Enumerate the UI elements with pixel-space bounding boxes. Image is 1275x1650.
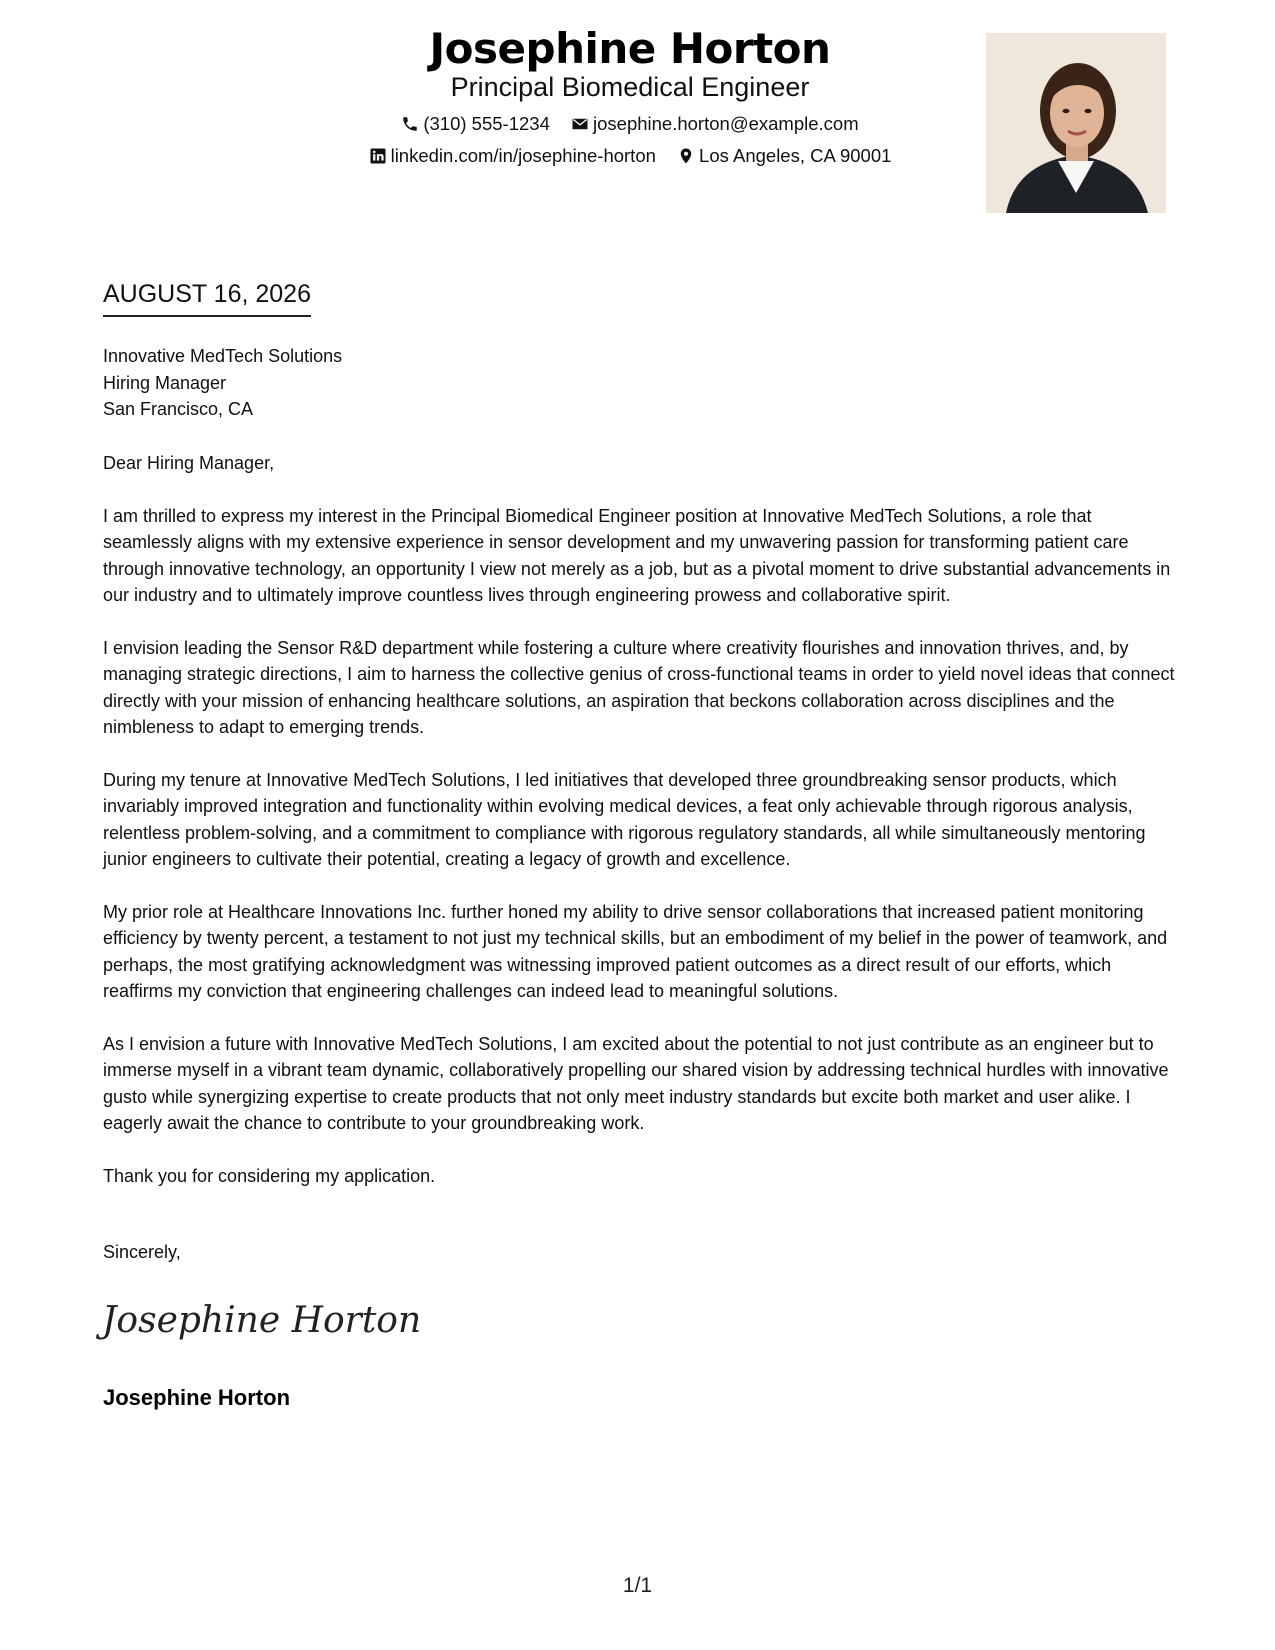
linkedin-icon xyxy=(369,147,387,165)
signed-name: Josephine Horton xyxy=(103,1385,291,1410)
phone-icon xyxy=(401,115,419,133)
page-number: 1/1 xyxy=(622,1574,653,1597)
salutation: Dear Hiring Manager, xyxy=(103,453,275,473)
email-text: josephine.horton@example.com xyxy=(593,113,859,134)
letter-body xyxy=(103,450,1178,1215)
recipient-block xyxy=(103,343,342,423)
applicant-name: Josephine Horton xyxy=(429,24,831,73)
applicant-title: Principal Biomedical Engineer xyxy=(450,72,810,102)
recipient-city: San Francisco, CA xyxy=(103,399,254,419)
recipient-role: Hiring Manager xyxy=(103,372,227,393)
contact-phone[interactable] xyxy=(401,113,550,135)
body-paragraph-4: My prior role at Healthcare Innovations Inc. further honed my ability to drive sensor collaborations that increased patient monitoring efficiency by twenty percent, a testament to not just my technical skills, but an embodiment of my belief in the power of teamwork, and perhaps, the most gratifying acknowledgment was witnessing improved patient outcomes as a direct result of our efforts, which reaffirms my conviction that engineering challenges can indeed lead to meaningful solutions. xyxy=(103,901,1168,1001)
phone-text: (310) 555-1234 xyxy=(423,113,550,134)
contact-location xyxy=(677,145,891,167)
envelope-icon xyxy=(571,115,589,133)
signature-text: Josephine Horton xyxy=(102,1300,422,1341)
letter-date: AUGUST 16, 2026 xyxy=(103,280,311,317)
contact-email[interactable] xyxy=(571,113,859,135)
location-text: Los Angeles, CA 90001 xyxy=(699,145,892,166)
contact-linkedin[interactable] xyxy=(369,145,656,167)
body-paragraph-2: I envision leading the Sensor R&D department while fostering a culture where creativity flourishes and innovation thrives, and, by managing strategic directions, I aim to harness the collective genius of cross-functional teams in order to yield novel ideas that connect directly with your mission of enhancing healthcare solutions, an aspiration that beckons collaboration across disciplines and the nimbleness to adapt to emerging trends. xyxy=(103,637,1175,737)
body-paragraph-1: I am thrilled to express my interest in the Principal Biomedical Engineer position at Innovative MedTech Solutions, a role that seamlessly aligns with my extensive experience in sensor development and my unwavering passion for transforming patient care through innovative technology, an opportunity I view not merely as a job, but as a pivotal moment to drive substantial advancements in our industry and to ultimately improve countless lives through engineering prowess and collaborative spirit. xyxy=(103,505,1171,605)
recipient-company: Innovative MedTech Solutions xyxy=(103,346,343,366)
handwritten-signature xyxy=(100,1290,422,1350)
map-pin-icon xyxy=(677,147,695,165)
closing: Sincerely, xyxy=(103,1242,181,1262)
thank-you-line: Thank you for considering my application. xyxy=(103,1165,436,1186)
body-paragraph-5: As I envision a future with Innovative MedTech Solutions, I am excited about the potential to not just contribute as an engineer but to immerse myself in a vibrant team dynamic, collaboratively propelling our shared vision by addressing technical hurdles with innovative gusto while synergizing expertise to create products that not only meet industry standards but excite both market and user alike. I eagerly await the chance to contribute to your groundbreaking work. xyxy=(103,1033,1169,1133)
linkedin-text: linkedin.com/in/josephine-horton xyxy=(390,145,656,166)
body-paragraph-3: During my tenure at Innovative MedTech Solutions, I led initiatives that developed three groundbreaking sensor products, which invariably improved integration and functionality within evolving medical devices, a feat only achievable through rigorous analysis, relentless problem-solving, and a commitment to compliance with rigorous regulatory standards, all while simultaneously mentoring junior engineers to cultivate their potential, creating a legacy of growth and excellence. xyxy=(103,769,1146,869)
profile-photo xyxy=(986,33,1166,213)
